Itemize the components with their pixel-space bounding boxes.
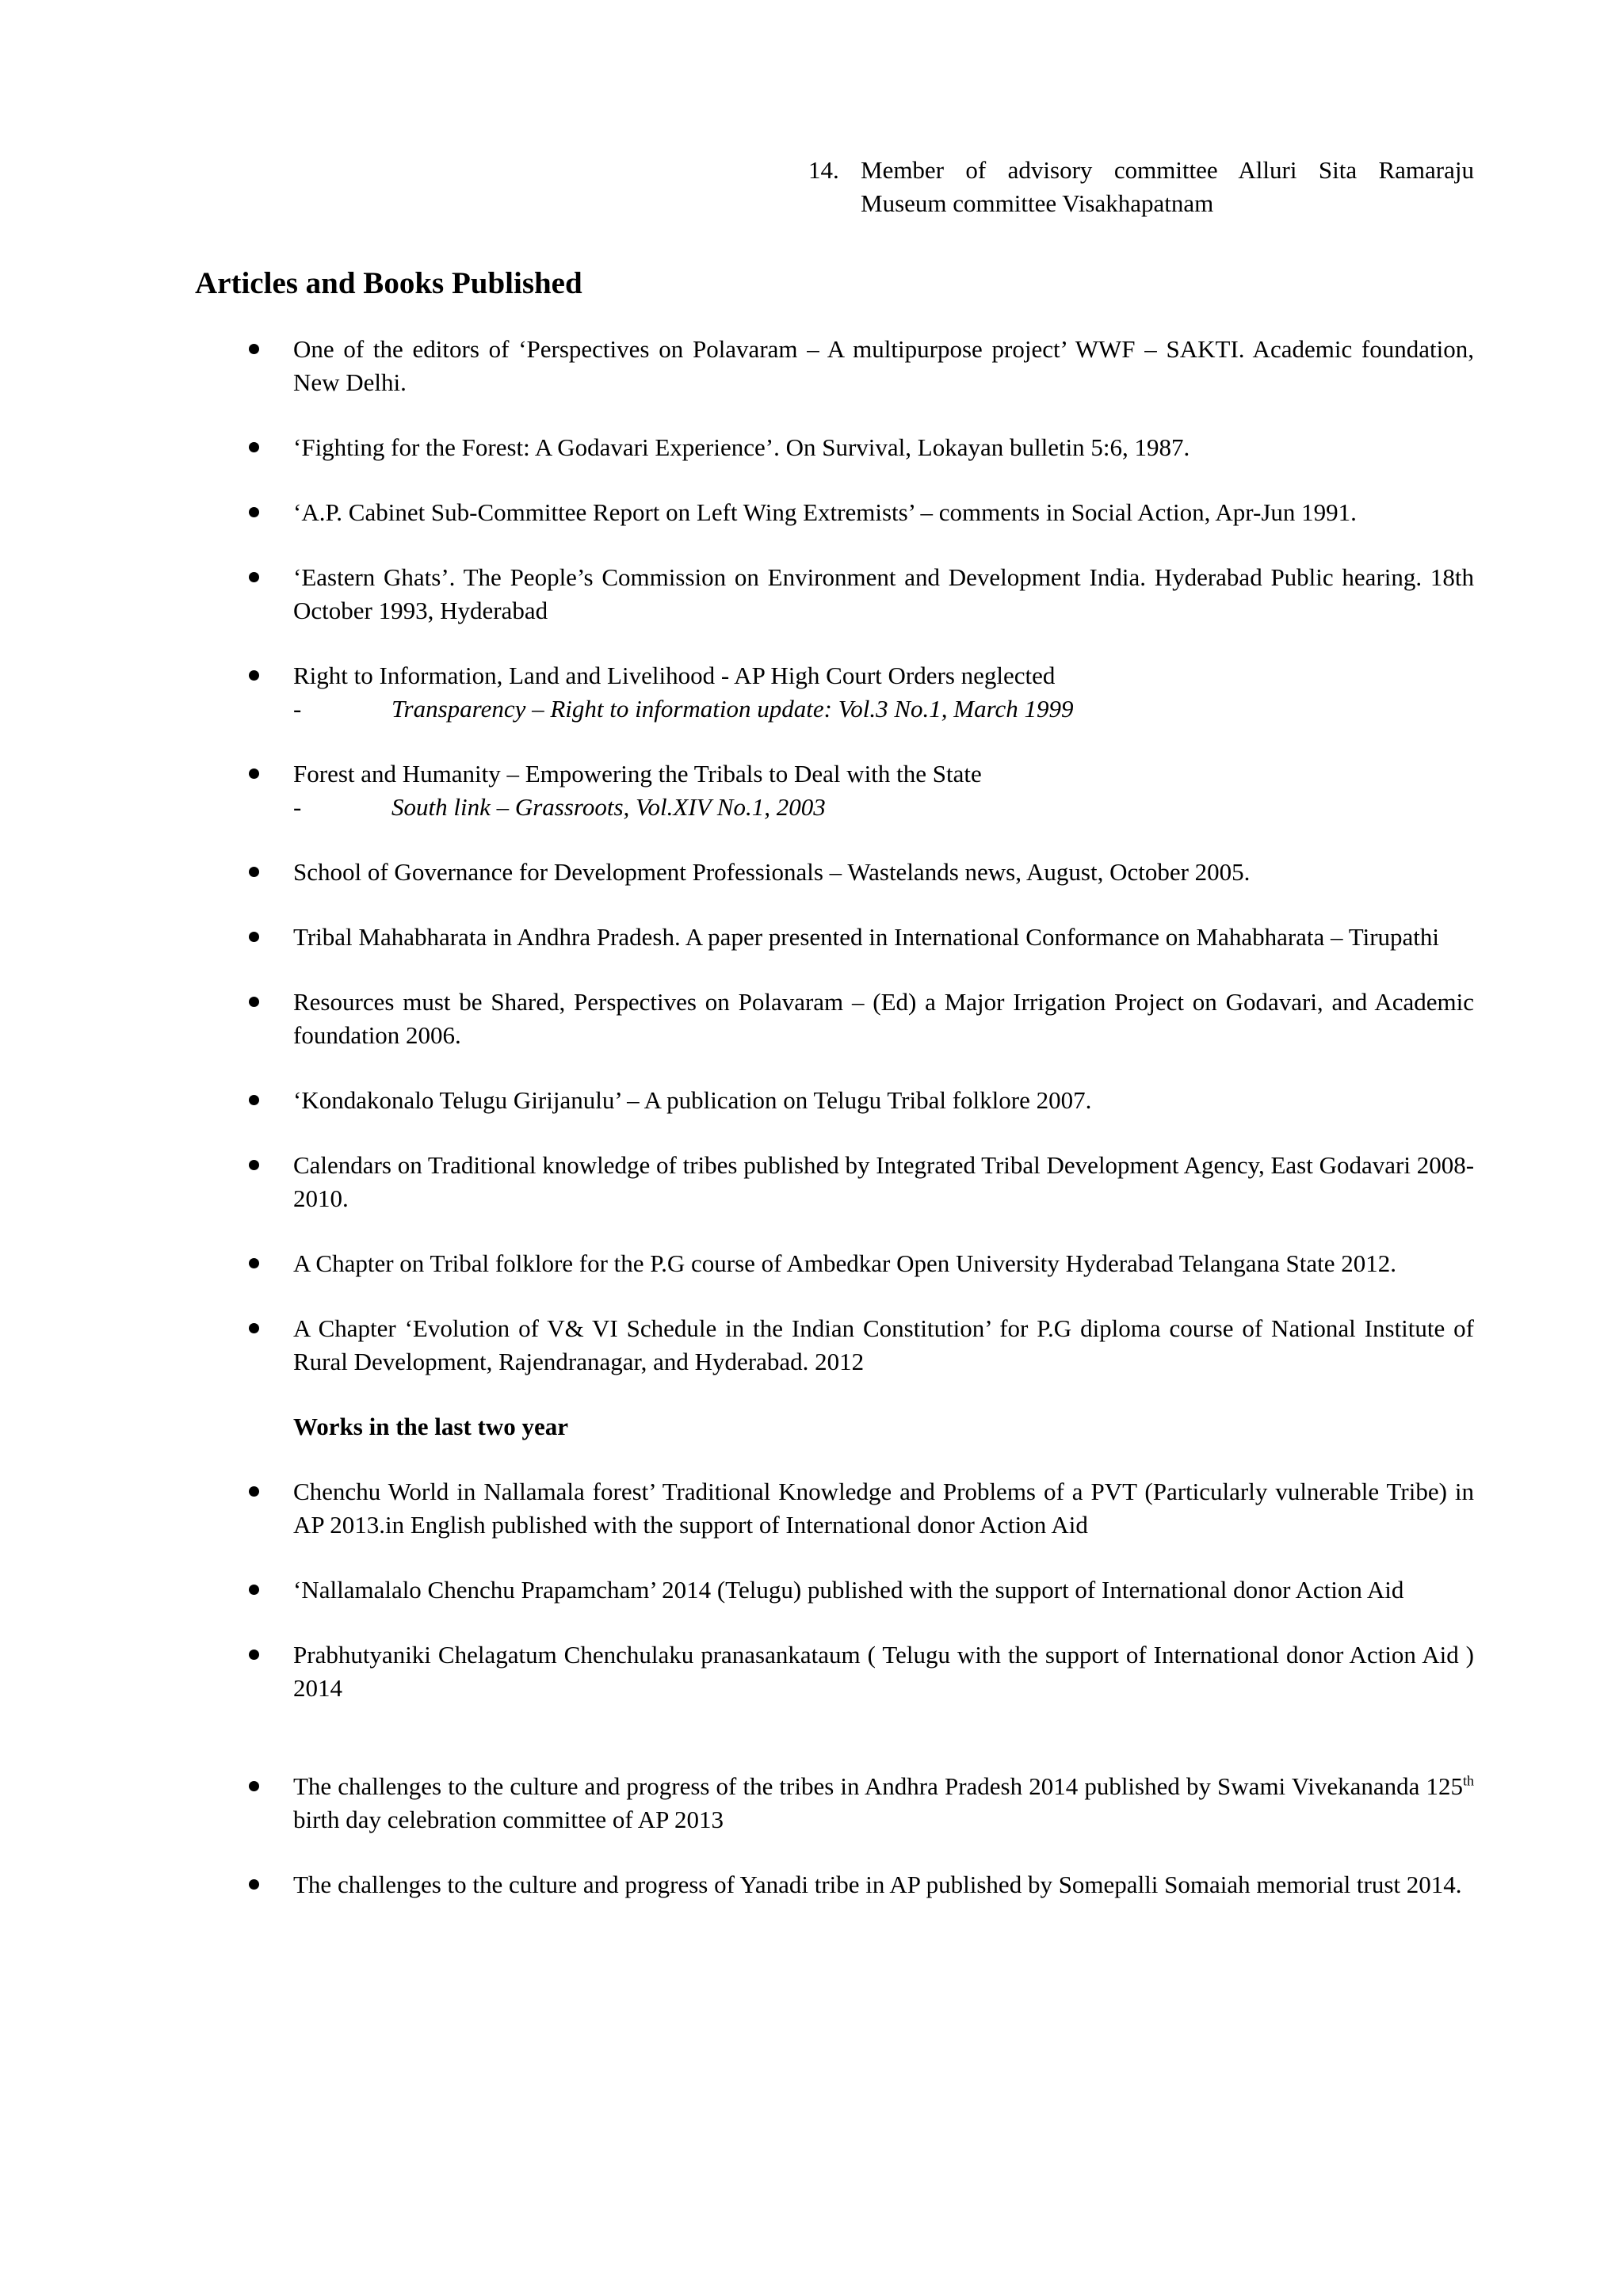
bullet-icon bbox=[249, 507, 259, 517]
bullet-icon bbox=[249, 1095, 259, 1105]
publication-item: ‘A.P. Cabinet Sub-Committee Report on Left Wing Extremists’ – comments in Social Action, Apr-Jun 1991. bbox=[195, 496, 1474, 529]
publication-item: Right to Information, Land and Livelihood - AP High Court Orders neglected - Transparency – Right to information update: Vol.3 No.1, March 1999 bbox=[195, 659, 1474, 726]
bullet-icon bbox=[249, 997, 259, 1007]
bullet-icon bbox=[249, 1585, 259, 1595]
bullet-icon bbox=[249, 769, 259, 779]
publication-item: The challenges to the culture and progress of Yanadi tribe in AP published by Somepalli Somaiah memorial trust 2014. bbox=[195, 1868, 1474, 1901]
publication-item: The challenges to the culture and progress of the tribes in Andhra Pradesh 2014 published by Swami Vivekananda 125th birth day celebration committee of AP 2013 bbox=[195, 1770, 1474, 1836]
bullet-icon bbox=[249, 442, 259, 452]
publication-item: A Chapter on Tribal folklore for the P.G course of Ambedkar Open University Hyderabad Telangana State 2012. bbox=[195, 1247, 1474, 1280]
bullet-icon bbox=[249, 572, 259, 582]
bullet-icon bbox=[249, 1323, 259, 1333]
publication-source: - South link – Grassroots, Vol.XIV No.1, 2003 bbox=[293, 791, 1474, 824]
dash-marker: - bbox=[293, 793, 302, 821]
publication-item: ‘Eastern Ghats’. The People’s Commission on Environment and Development India. Hyderabad Public hearing. 18th October 1993, Hyderabad bbox=[195, 561, 1474, 627]
list-number: 14. bbox=[808, 156, 839, 184]
section-heading: Articles and Books Published bbox=[195, 266, 582, 300]
bullet-icon bbox=[249, 867, 259, 877]
list-item-line-1: Member of advisory committee Alluri Sita Ramaraju bbox=[861, 156, 1474, 184]
list-item-line-2: Museum committee Visakhapatnam bbox=[861, 189, 1214, 217]
bullet-icon bbox=[249, 670, 259, 681]
bullet-icon bbox=[249, 1879, 259, 1890]
superscript-ordinal: th bbox=[1462, 1772, 1474, 1789]
publication-item: Calendars on Traditional knowledge of tribes published by Integrated Tribal Development Agency, East Godavari 2008-2010. bbox=[195, 1149, 1474, 1215]
publication-item: Resources must be Shared, Perspectives on Polavaram – (Ed) a Major Irrigation Project on Godavari, and Academic foundation 2006. bbox=[195, 986, 1474, 1052]
publication-item: A Chapter ‘Evolution of V& VI Schedule in the Indian Constitution’ for P.G diploma course of National Institute of Rural Development, Rajendranagar, and Hyderabad. 2012 bbox=[195, 1312, 1474, 1379]
publication-item: Chenchu World in Nallamala forest’ Traditional Knowledge and Problems of a PVT (Particularly vulnerable Tribe) in AP 2013.in English published with the support of International donor Action Aid bbox=[195, 1475, 1474, 1542]
publication-item: Prabhutyaniki Chelagatum Chenchulaku pranasankataum ( Telugu with the support of International donor Action Aid ) 2014 bbox=[195, 1638, 1474, 1705]
publication-item: Forest and Humanity – Empowering the Tribals to Deal with the State - South link – Grassroots, Vol.XIV No.1, 2003 bbox=[195, 757, 1474, 824]
publication-item: ‘Fighting for the Forest: A Godavari Experience’. On Survival, Lokayan bulletin 5:6, 1987. bbox=[195, 431, 1474, 464]
publication-source: - Transparency – Right to information update: Vol.3 No.1, March 1999 bbox=[293, 692, 1474, 726]
publication-item: ‘Nallamalalo Chenchu Prapamcham’ 2014 (Telugu) published with the support of International donor Action Aid bbox=[195, 1573, 1474, 1607]
bullet-icon bbox=[249, 1258, 259, 1268]
bullet-icon bbox=[249, 932, 259, 942]
bullet-icon bbox=[249, 1650, 259, 1660]
publication-item: ‘Kondakonalo Telugu Girijanulu’ – A publication on Telugu Tribal folklore 2007. bbox=[195, 1084, 1474, 1117]
publication-list bbox=[195, 333, 1474, 1901]
dash-marker: - bbox=[293, 695, 302, 723]
subheading: Works in the last two year bbox=[293, 1413, 569, 1440]
bullet-icon bbox=[249, 1781, 259, 1791]
bullet-icon bbox=[249, 1160, 259, 1170]
publication-item: School of Governance for Development Professionals – Wastelands news, August, October 2005. bbox=[195, 856, 1474, 889]
numbered-list-item-14 bbox=[808, 154, 1474, 220]
bullet-icon bbox=[249, 1486, 259, 1497]
publication-item: Tribal Mahabharata in Andhra Pradesh. A paper presented in International Conformance on Mahabharata – Tirupathi bbox=[195, 921, 1474, 954]
publication-item: One of the editors of ‘Perspectives on Polavaram – A multipurpose project’ WWF – SAKTI. Academic foundation, New Delhi. bbox=[195, 333, 1474, 399]
bullet-icon bbox=[249, 344, 259, 354]
